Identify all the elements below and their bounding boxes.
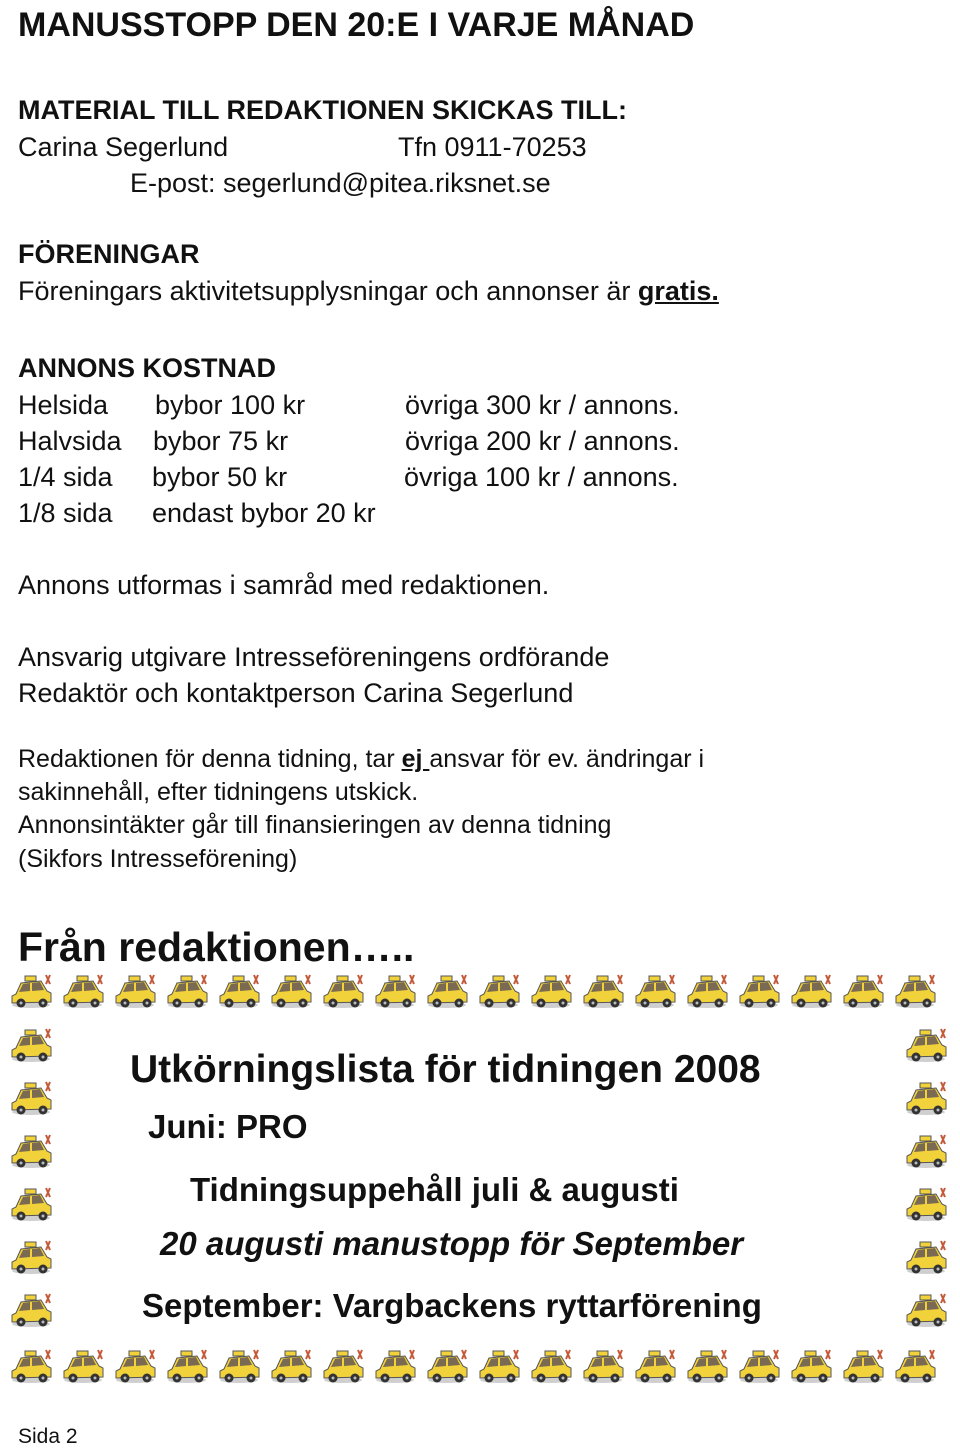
taxi-car-icon bbox=[792, 1350, 831, 1383]
taxi-car-icon bbox=[64, 1350, 103, 1383]
price-row-size: 1/8 sida bbox=[18, 498, 113, 528]
taxi-car-icon bbox=[12, 975, 51, 1008]
september-line: September: Vargbackens ryttarförening bbox=[142, 1287, 762, 1324]
forening-line: (Sikfors Intresseförening) bbox=[18, 845, 298, 873]
taxi-car-icon bbox=[636, 1350, 675, 1383]
disclaimer-text-end: ansvar för ev. ändringar i bbox=[429, 745, 705, 773]
price-row-bybor: bybor 75 kr bbox=[153, 426, 289, 456]
taxi-car-icon bbox=[12, 1082, 51, 1115]
taxi-car-icon bbox=[844, 975, 883, 1008]
contact-phone: Tfn 0911-70253 bbox=[398, 132, 587, 162]
manustopp-line: 20 augusti manustopp för September bbox=[160, 1225, 744, 1262]
annonsintakter-line: Annonsintäkter går till finansieringen av denna tidning bbox=[18, 811, 612, 839]
contact-name: Carina Segerlund bbox=[18, 132, 229, 162]
taxi-car-icon bbox=[480, 975, 519, 1008]
foreningar-title: FÖRENINGAR bbox=[18, 239, 200, 269]
disclaimer-text: Redaktionen för denna tidning, tar bbox=[18, 745, 402, 773]
taxi-car-icon bbox=[272, 1350, 311, 1383]
disclaimer-line-2: sakinnehåll, efter tidningens utskick. bbox=[18, 778, 419, 806]
taxi-car-icon bbox=[324, 975, 363, 1008]
taxi-car-icon bbox=[428, 1350, 467, 1383]
page-heading: MANUSSTOPP DEN 20:E I VARJE MÅNAD bbox=[18, 6, 695, 44]
taxi-car-icon bbox=[688, 975, 727, 1008]
utkorning-title: Utkörningslista för tidningen 2008 bbox=[130, 1048, 761, 1091]
ansvarig-line: Ansvarig utgivare Intresseföreningens ordförande bbox=[18, 642, 610, 672]
taxi-car-icon bbox=[168, 1350, 207, 1383]
taxi-car-icon bbox=[168, 975, 207, 1008]
taxi-car-icon bbox=[376, 975, 415, 1008]
redaktor-line: Redaktör och kontaktperson Carina Segerlund bbox=[18, 678, 574, 708]
taxi-car-icon bbox=[116, 1350, 155, 1383]
contact-email: E-post: segerlund@pitea.riksnet.se bbox=[130, 168, 551, 198]
taxi-car-icon bbox=[907, 1082, 946, 1115]
uppehall-line: Tidningsuppehåll juli & augusti bbox=[190, 1171, 679, 1208]
taxi-car-icon bbox=[532, 1350, 571, 1383]
taxi-car-icon bbox=[907, 1188, 946, 1221]
taxi-car-icon bbox=[220, 975, 259, 1008]
taxi-car-icon bbox=[64, 975, 103, 1008]
taxi-car-icon bbox=[844, 1350, 883, 1383]
page-number: Sida 2 bbox=[18, 1425, 78, 1448]
taxi-car-icon bbox=[907, 1029, 946, 1062]
annons-note: Annons utformas i samråd med redaktionen. bbox=[18, 570, 550, 600]
taxi-car-icon bbox=[907, 1294, 946, 1327]
price-row-bybor: bybor 50 kr bbox=[152, 462, 288, 492]
price-row-ovriga: övriga 300 kr / annons. bbox=[405, 390, 680, 420]
price-row-bybor: endast bybor 20 kr bbox=[152, 498, 376, 528]
taxi-car-icon bbox=[532, 975, 571, 1008]
price-row-ovriga: övriga 200 kr / annons. bbox=[405, 426, 680, 456]
price-row-size: Helsida bbox=[18, 390, 109, 420]
taxi-car-icon bbox=[116, 975, 155, 1008]
taxi-car-icon bbox=[740, 975, 779, 1008]
taxi-car-icon bbox=[12, 1029, 51, 1062]
taxi-car-icon bbox=[12, 1350, 51, 1383]
taxi-car-icon bbox=[584, 975, 623, 1008]
taxi-car-icon bbox=[272, 975, 311, 1008]
price-row-ovriga: övriga 100 kr / annons. bbox=[404, 462, 679, 492]
gratis-emphasis: gratis. bbox=[637, 276, 719, 306]
taxi-car-icon bbox=[740, 1350, 779, 1383]
price-row-size: 1/4 sida bbox=[18, 462, 113, 492]
taxi-car-icon bbox=[907, 1135, 946, 1168]
taxi-car-icon bbox=[636, 975, 675, 1008]
taxi-car-icon bbox=[896, 1350, 935, 1383]
material-title: MATERIAL TILL REDAKTIONEN SKICKAS TILL: bbox=[18, 95, 627, 125]
taxi-car-icon bbox=[480, 1350, 519, 1383]
taxi-car-icon bbox=[12, 1294, 51, 1327]
juni-line: Juni: PRO bbox=[148, 1108, 308, 1145]
taxi-car-icon bbox=[12, 1135, 51, 1168]
taxi-car-icon bbox=[688, 1350, 727, 1383]
price-row-size: Halvsida bbox=[18, 426, 122, 456]
taxi-car-icon bbox=[792, 975, 831, 1008]
taxi-car-icon bbox=[584, 1350, 623, 1383]
taxi-car-icon bbox=[324, 1350, 363, 1383]
price-row-bybor: bybor 100 kr bbox=[155, 390, 306, 420]
taxi-car-icon bbox=[907, 1241, 946, 1274]
taxi-car-icon bbox=[12, 1241, 51, 1274]
taxi-car-icon bbox=[376, 1350, 415, 1383]
taxi-car-icon bbox=[896, 975, 935, 1008]
taxi-car-icon bbox=[428, 975, 467, 1008]
taxi-car-icon bbox=[12, 1188, 51, 1221]
fran-redaktionen-heading: Från redaktionen….. bbox=[18, 924, 415, 970]
taxi-car-icon bbox=[220, 1350, 259, 1383]
foreningar-text-body: Föreningars aktivitetsupplysningar och annonser är bbox=[18, 276, 638, 306]
annons-title: ANNONS KOSTNAD bbox=[18, 353, 277, 383]
ej-emphasis: ej bbox=[401, 745, 430, 773]
